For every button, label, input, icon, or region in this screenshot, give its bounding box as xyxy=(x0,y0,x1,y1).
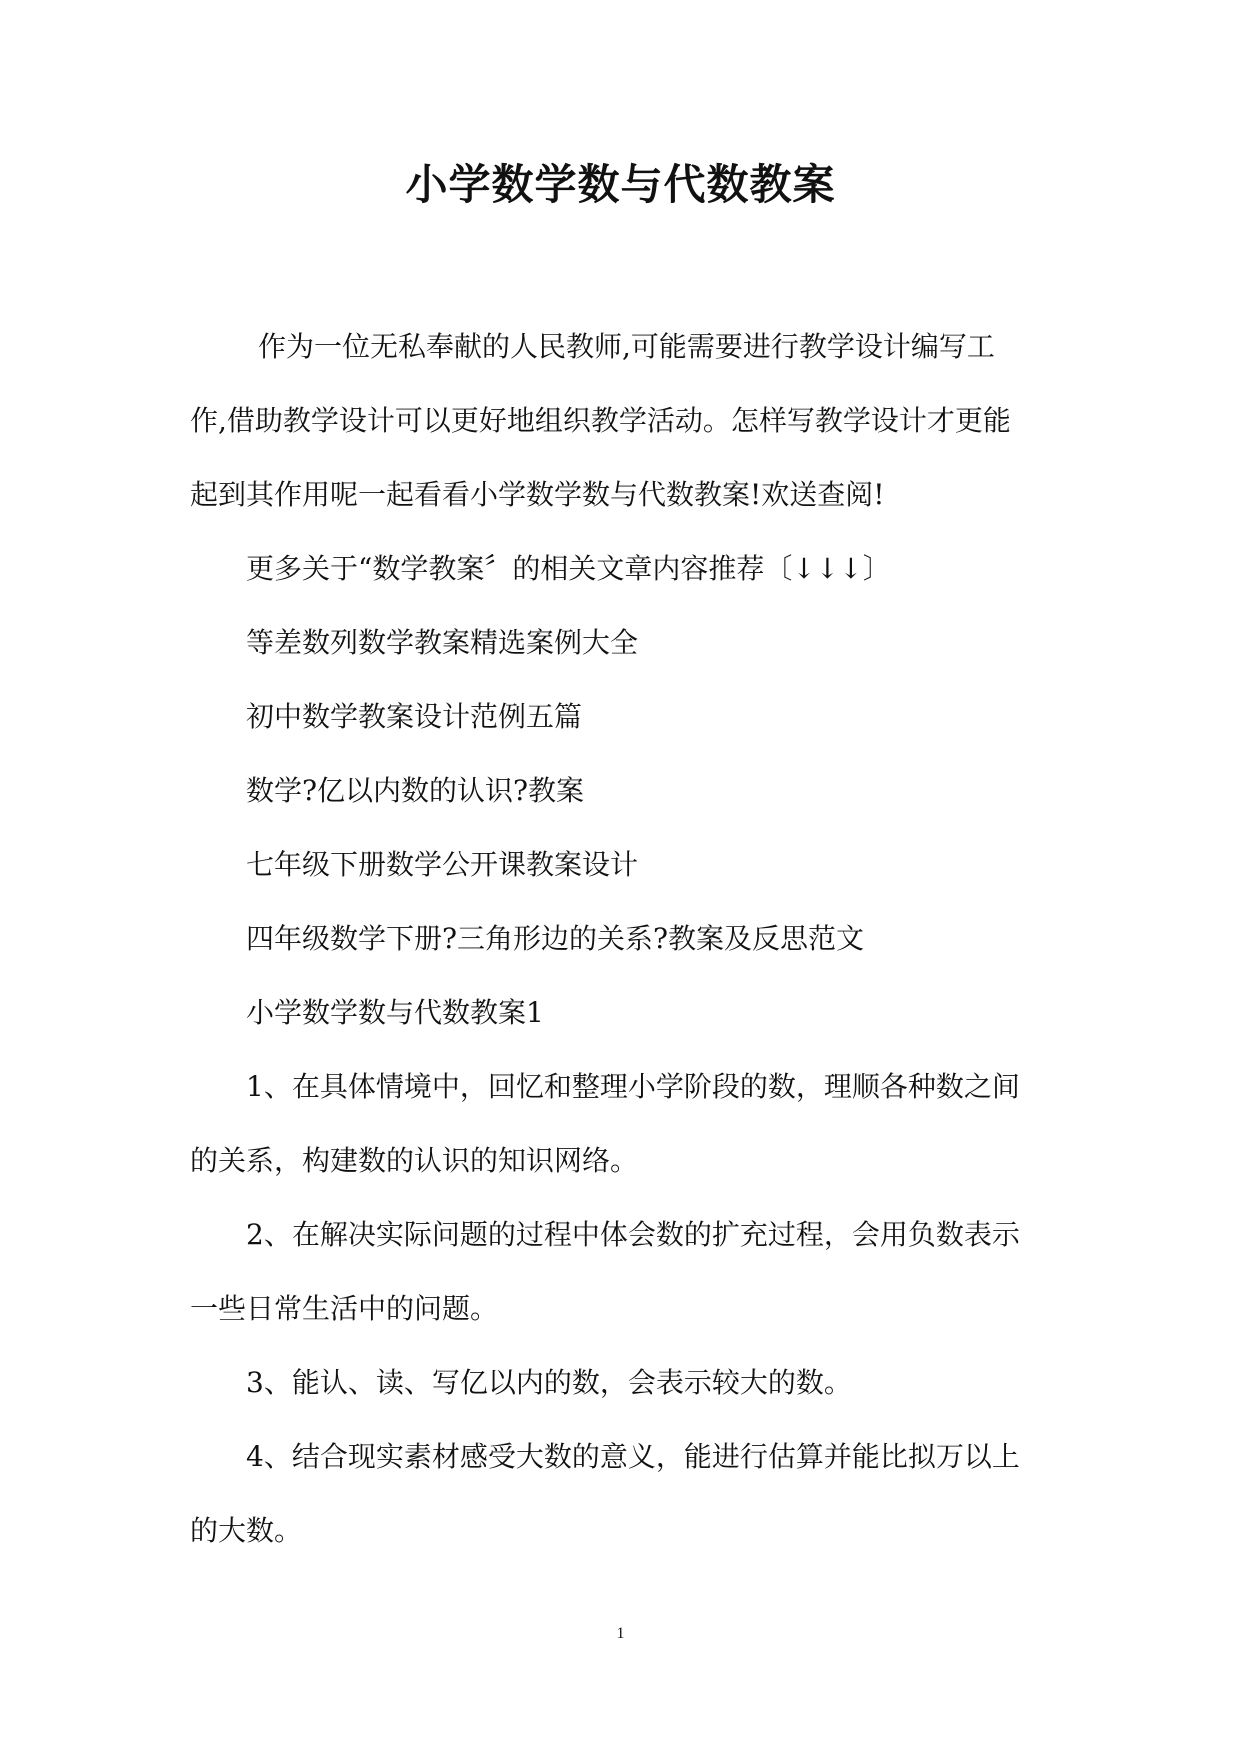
paragraph-line: 3、能认、读、写亿以内的数，会表示较大的数。 xyxy=(246,1366,852,1399)
paragraph-line: 1、在具体情境中，回忆和整理小学阶段的数，理顺各种数之间 xyxy=(246,1070,1020,1103)
paragraph-line: 更多关于“数学教案〞的相关文章内容推荐〔↓↓↓〕 xyxy=(246,552,891,585)
paragraph-line: 作为一位无私奉献的人民教师,可能需要进行教学设计编写工 xyxy=(258,330,995,363)
paragraph-line: 起到其作用呢一起看看小学数学数与代数教案!欢送查阅! xyxy=(190,478,885,511)
section-heading: 小学数学数与代数教案1 xyxy=(246,996,544,1029)
related-article-link[interactable]: 数学?亿以内数的认识?教案 xyxy=(246,774,585,807)
related-article-link[interactable]: 七年级下册数学公开课教案设计 xyxy=(246,848,639,881)
paragraph-line: 的大数。 xyxy=(190,1514,303,1547)
paragraph-line: 2、在解决实际问题的过程中体会数的扩充过程，会用负数表示 xyxy=(246,1218,1020,1251)
paragraph-line: 4、结合现实素材感受大数的意义，能进行估算并能比拟万以上 xyxy=(246,1440,1020,1473)
page-title: 小学数学数与代数教案 xyxy=(405,160,836,209)
related-article-link[interactable]: 初中数学教案设计范例五篇 xyxy=(246,700,583,733)
paragraph-line: 一些日常生活中的问题。 xyxy=(190,1292,499,1325)
page-number: 1 xyxy=(616,1625,625,1642)
related-article-link[interactable]: 等差数列数学教案精选案例大全 xyxy=(246,626,639,659)
paragraph-line: 的关系，构建数的认识的知识网络。 xyxy=(190,1144,639,1177)
paragraph-line: 作,借助教学设计可以更好地组织教学活动。怎样写教学设计才更能 xyxy=(190,404,1011,437)
related-article-link[interactable]: 四年级数学下册?三角形边的关系?教案及反思范文 xyxy=(246,922,865,955)
